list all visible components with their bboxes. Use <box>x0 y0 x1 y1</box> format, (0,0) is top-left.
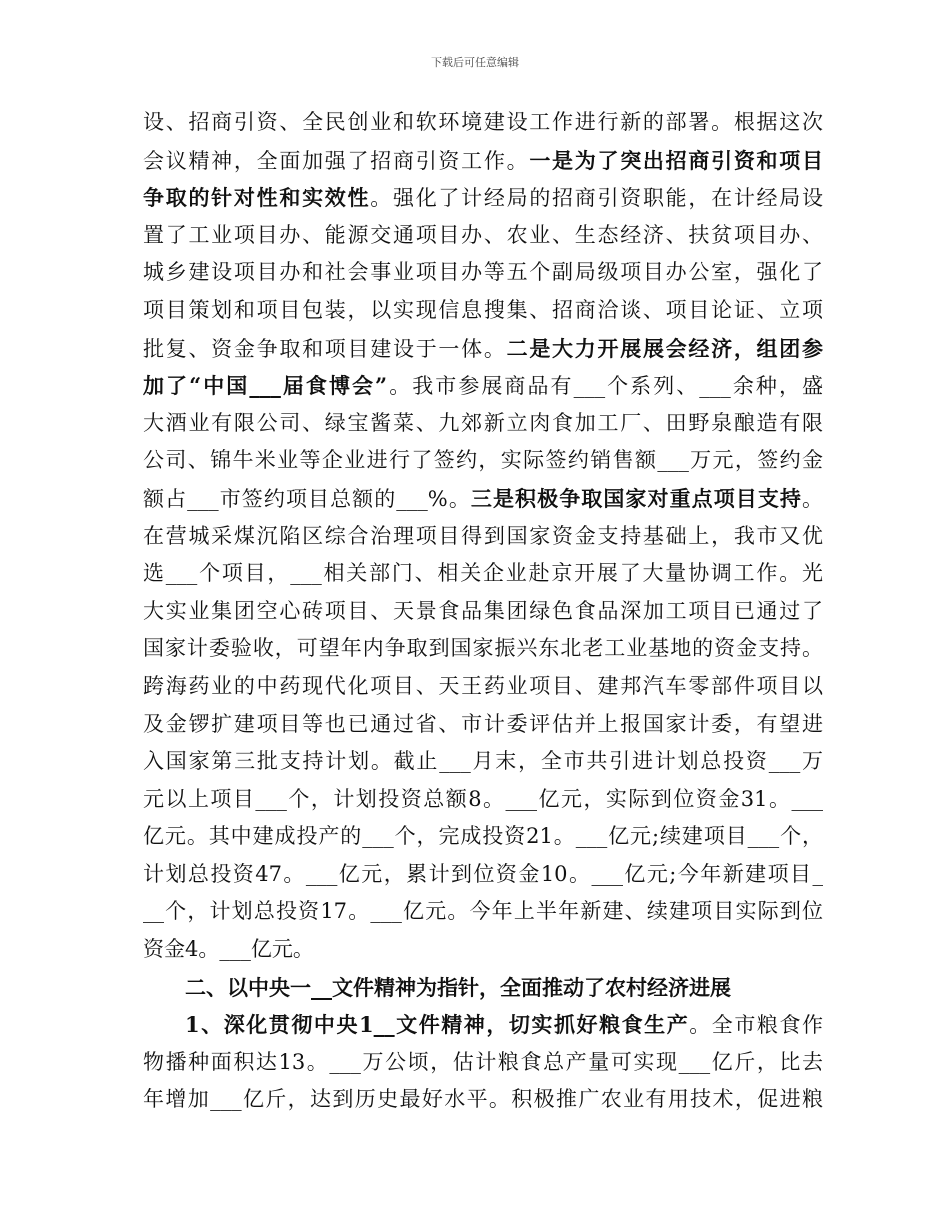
text-run: 大酒业有限公司、绿宝酱菜、九郊新立肉食加工厂、田野泉酿造有限 <box>143 410 823 435</box>
paragraph-line <box>143 593 823 631</box>
paragraph-line <box>143 743 823 781</box>
paragraph-line <box>143 856 823 894</box>
bold-text: 争取的针对性和实效性 <box>143 185 371 211</box>
text-run: 计划总投资47。___亿元，累计到位资金10。___亿元;今年新建项目_ <box>143 861 823 886</box>
paragraph-line <box>143 668 823 706</box>
text-run: 亿元。其中建成投产的___个，完成投资21。___亿元;续建项目___个， <box>143 824 823 849</box>
text-run: 跨海药业的中药现代化项目、天王药业项目、建邦汽车零部件项目以 <box>143 673 823 698</box>
text-run: 项目策划和项目包装，以实现信息搜集、招商洽谈、项目论证、立项 <box>143 297 823 322</box>
text-run: 设、招商引资、全民创业和软环境建设工作进行新的部署。根据这次 <box>143 110 823 134</box>
text-run: 公司、锦牛米业等企业进行了签约，实际签约销售额___万元，签约金 <box>143 448 823 473</box>
paragraph-line <box>143 706 823 744</box>
text-run: 在营城采煤沉陷区综合治理项目得到国家资金支持基础上，我市又优 <box>143 523 823 548</box>
text-run: 。强化了计经局的招商引资职能，在计经局设 <box>370 186 824 211</box>
page-header: 下载后可任意编辑 <box>431 56 519 69</box>
paragraph-line <box>143 179 823 217</box>
section-heading <box>143 969 823 1007</box>
paragraph-line <box>143 931 823 969</box>
paragraph-line <box>143 818 823 856</box>
bold-text: 二是大力开展展会经济，组团参 <box>506 335 824 361</box>
paragraph-line <box>143 442 823 480</box>
text-run: 年增加___亿斤，达到历史最好水平。积极推广农业有用技术，促进粮 <box>143 1087 823 1112</box>
text-run: 额占___市签约项目总额的___%。 <box>143 486 471 511</box>
bold-text: 三是积极争取国家对重点项目支持 <box>470 485 803 511</box>
paragraph-line <box>143 1044 823 1082</box>
bold-text: 1、深化贯彻中央1__文件精神，切实抓好粮食生产 <box>185 1012 690 1038</box>
document-body <box>143 104 823 1119</box>
paragraph-line <box>143 217 823 255</box>
paragraph-line <box>143 104 823 142</box>
text-run: 城乡建设项目办和社会事业项目办等五个副局级项目办公室，强化了 <box>143 260 823 285</box>
text-run: 大实业集团空心砖项目、天景食品集团绿色食品深加工项目已通过了 <box>143 598 823 623</box>
bold-text: 加了“中国___届食博会” <box>143 373 388 399</box>
bold-text: 一是为了突出招商引资和项目 <box>529 147 824 173</box>
text-run: 国家计委验收，可望年内争取到国家振兴东北老工业基地的资金支持。 <box>143 636 823 661</box>
paragraph-line <box>143 480 823 518</box>
text-run: 。 <box>802 486 824 511</box>
paragraph-line <box>143 254 823 292</box>
text-run: 。全市粮食作 <box>689 1013 823 1038</box>
paragraph-line <box>143 405 823 443</box>
paragraph-line <box>143 1081 823 1119</box>
text-run: 批复、资金争取和项目建设于一体。 <box>143 336 507 361</box>
paragraph-line <box>143 292 823 330</box>
text-run: __个，计划总投资17。___亿元。今年上半年新建、续建项目实际到位 <box>143 899 823 924</box>
paragraph-line <box>143 142 823 180</box>
paragraph-line <box>143 781 823 819</box>
text-run: 置了工业项目办、能源交通项目办、农业、生态经济、扶贫项目办、 <box>143 222 823 247</box>
paragraph-line <box>143 367 823 405</box>
paragraph-line <box>143 1006 823 1044</box>
text-run: 选___个项目，___相关部门、相关企业赴京开展了大量协调工作。光 <box>143 561 823 586</box>
paragraph-line <box>143 555 823 593</box>
text-run: 及金锣扩建项目等也已通过省、市计委评估并上报国家计委，有望进 <box>143 711 823 736</box>
text-run: 。我市参展商品有___个系列、___余种，盛 <box>387 374 823 399</box>
text-run: 会议精神，全面加强了招商引资工作。 <box>143 148 530 173</box>
text-run: 元以上项目___个，计划投资总额8。___亿元，实际到位资金31。___ <box>143 786 823 811</box>
paragraph-line <box>143 630 823 668</box>
text-run: 入国家第三批支持计划。截止___月末，全市共引进计划总投资___万 <box>143 749 823 774</box>
text-run: 物播种面积达13。___万公顷，估计粮食总产量可实现___亿斤，比去 <box>143 1049 823 1074</box>
paragraph-line <box>143 893 823 931</box>
paragraph-line <box>143 330 823 368</box>
text-run: 资金4。___亿元。 <box>143 937 314 962</box>
paragraph-line <box>143 518 823 556</box>
bold-text: 二、以中央一__文件精神为指针，全面推动了农村经济进展 <box>185 974 731 1000</box>
